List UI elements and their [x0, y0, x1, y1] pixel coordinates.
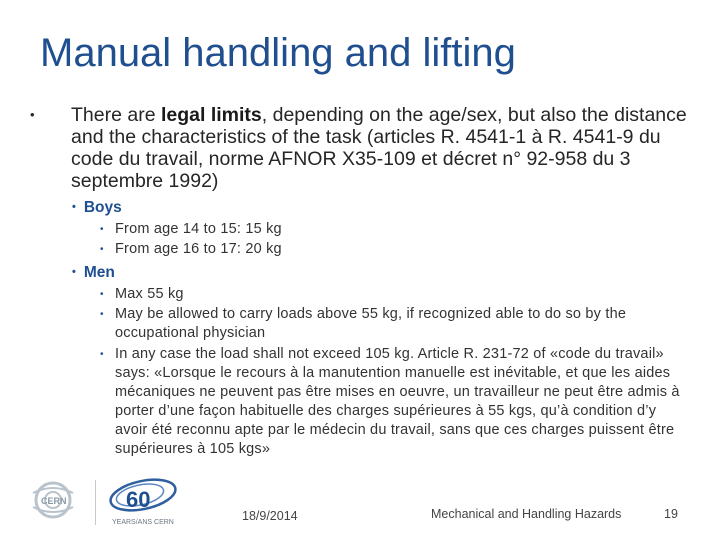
logo-area [28, 473, 183, 533]
main-bullet [30, 104, 690, 192]
main-bullet-prefix: There are [71, 104, 161, 126]
main-bullet-suffix: , depending on the age/sex, but also the distance and the characteristics of the task (articles R. 4541-1 à R. 4541-9 du code du travail, norme AFNOR X35-109 et décret n° 92-958 du 3 septembre 1992) [71, 104, 687, 192]
men-label: Men [83, 264, 115, 281]
cern-logo-icon [28, 473, 183, 533]
main-bullet-text [71, 104, 690, 192]
list-item [100, 220, 690, 239]
footer-divider [95, 480, 96, 525]
list-item-text: From age 14 to 15: 15 kg [115, 221, 282, 237]
list-item-text: In any case the load shall not exceed 105 kg. Article R. 231-72 of «code du travail» says: «Lorsque le recours à la manutention manuelle est inévitable, et que les aides mécaniques ne peuvent pas être mises en oeuvre, un travailleur ne peut être admis à porter d’une façon habituelle des charges supérieures à 55 kgs, qu’à condition d’y avoir été reconnu apte par le médecin du travail, sans que ces charges puissent être supérieures à 105 kgs» [115, 346, 680, 457]
logo-label: CERN [41, 496, 67, 506]
boys-label: Boys [83, 199, 122, 216]
bullet-icon: • [100, 244, 104, 255]
list-item-text: Max 55 kg [115, 286, 184, 302]
bullet-icon: • [100, 224, 104, 235]
list-item-text: From age 16 to 17: 20 kg [115, 241, 282, 257]
anniversary-label: YEARS/ANS CERN [112, 519, 174, 526]
bullet-icon: • [100, 309, 104, 320]
list-item-text: May be allowed to carry loads above 55 kg, if recognized able to do so by the occupational physician [115, 306, 627, 341]
bullet-icon: • [72, 266, 76, 278]
bullet-icon: • [100, 349, 104, 360]
footer-topic: Mechanical and Handling Hazards [431, 507, 622, 521]
footer-date: 18/9/2014 [242, 509, 298, 523]
men-heading [72, 262, 115, 283]
slide-title: Manual handling and lifting [40, 31, 516, 75]
list-item [100, 305, 690, 343]
bullet-icon: • [72, 201, 76, 213]
list-item [100, 240, 690, 259]
bullet-icon: • [30, 107, 35, 122]
bullet-icon: • [100, 289, 104, 300]
boys-heading [72, 197, 122, 218]
list-item [100, 285, 690, 304]
main-bullet-bold: legal limits [160, 104, 262, 126]
list-item [100, 345, 690, 459]
anniversary-number: 60 [126, 487, 151, 512]
page-number: 19 [664, 507, 678, 521]
